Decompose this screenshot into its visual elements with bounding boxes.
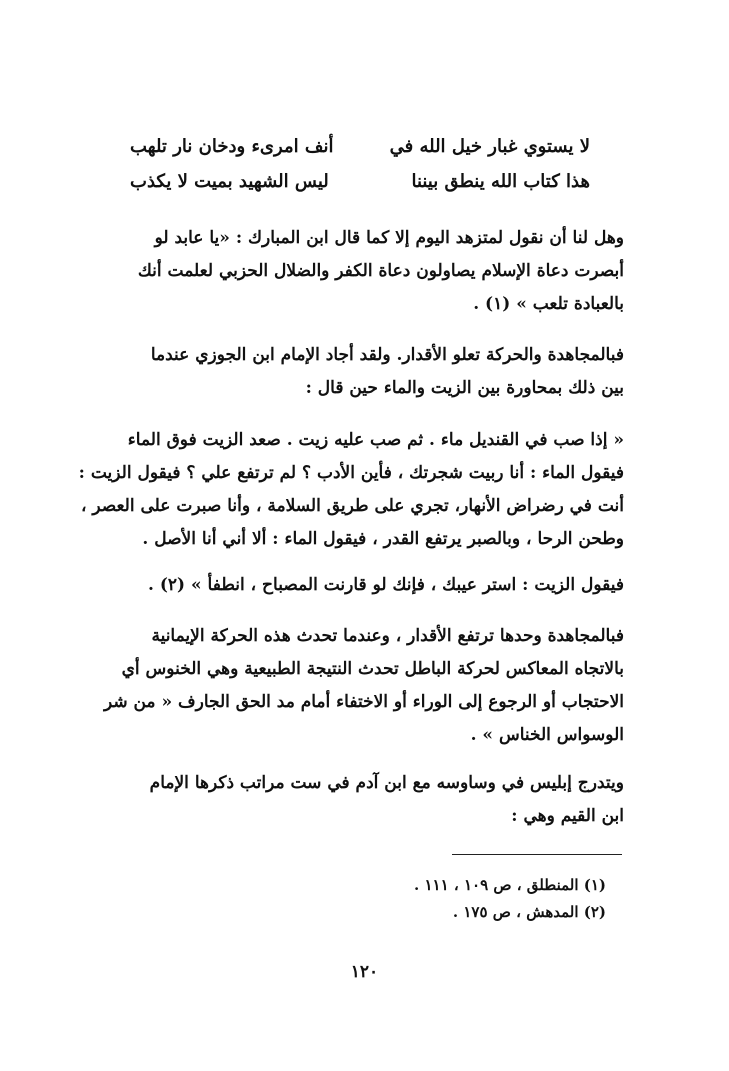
paragraph-line: أنت في رضراض الأنهار، تجري على طريق السلامة ، وأنا صبرت على العصر ، (80, 496, 624, 516)
paragraph-line: الاحتجاب أو الرجوع إلى الوراء أو الاختفاء أمام مد الحق الجارف « من شر (103, 692, 624, 712)
footnote-1: (١) المنطلق ، ص ١٠٩ ، ١١١ . (414, 876, 606, 894)
paragraph-4 (78, 569, 624, 602)
paragraph-5 (78, 620, 624, 752)
verse-2-second-hemistich: ليس الشهيد بميت لا يكذب (130, 171, 329, 192)
paragraph-2 (78, 339, 624, 405)
footnote-2: (٢) المدهش ، ص ١٧٥ . (452, 903, 606, 921)
paragraph-6 (78, 767, 624, 833)
paragraph-line: ويتدرج إبليس في وساوسه مع ابن آدم في ست مراتب ذكرها الإمام (149, 773, 624, 793)
paragraph-line: « إذا صب في القنديل ماء . ثم صب عليه زيت . صعد الزيت فوق الماء (127, 430, 624, 450)
verse-1-first-hemistich: لا يستوي غبار خيل الله في (389, 136, 590, 157)
verse-1-second-hemistich: أنف امرىء ودخان نار تلهب (130, 136, 334, 157)
paragraph-line: فبالمجاهدة والحركة تعلو الأقدار. ولقد أجاد الإمام ابن الجوزي عندما (150, 345, 624, 365)
paragraph-line: الوسواس الخناس » . (470, 725, 624, 745)
paragraph-3-quote (78, 424, 624, 556)
paragraph-line: أبصرت دعاة الإسلام يصاولون دعاة الكفر والضلال الحزبي لعلمت أنك (137, 261, 624, 281)
paragraph-line: فيقول الزيت : استر عيبك ، فإنك لو قارنت المصباح ، انطفأ » (٢) . (148, 575, 624, 595)
footnote-divider (452, 854, 622, 855)
verse-2-first-hemistich: هذا كتاب الله ينطق بيننا (411, 171, 590, 192)
paragraph-line: فيقول الماء : أنا ربيت شجرتك ، فأين الأدب ؟ لم ترتفع علي ؟ فيقول الزيت : (78, 463, 624, 483)
paragraph-line: بين ذلك بمحاورة بين الزيت والماء حين قال : (305, 378, 624, 398)
paragraph-line: وطحن الرحا ، وبالصبر يرتفع القدر ، فيقول الماء : ألا أني أنا الأصل . (142, 529, 624, 549)
paragraph-line: وهل لنا أن نقول لمتزهد اليوم إلا كما قال ابن المبارك : «يا عابد لو (154, 228, 624, 248)
paragraph-line: فبالمجاهدة وحدها ترتفع الأقدار ، وعندما تحدث هذه الحركة الإيمانية (151, 626, 624, 646)
paragraph-line: بالاتجاه المعاكس لحركة الباطل تحدث النتيجة الطبيعية وهي الخنوس أي (121, 659, 624, 679)
paragraph-1 (78, 222, 624, 321)
paragraph-line: بالعبادة تلعب » (١) . (473, 294, 624, 314)
page-number: ١٢٠ (350, 962, 379, 982)
paragraph-line: ابن القيم وهي : (511, 806, 624, 826)
